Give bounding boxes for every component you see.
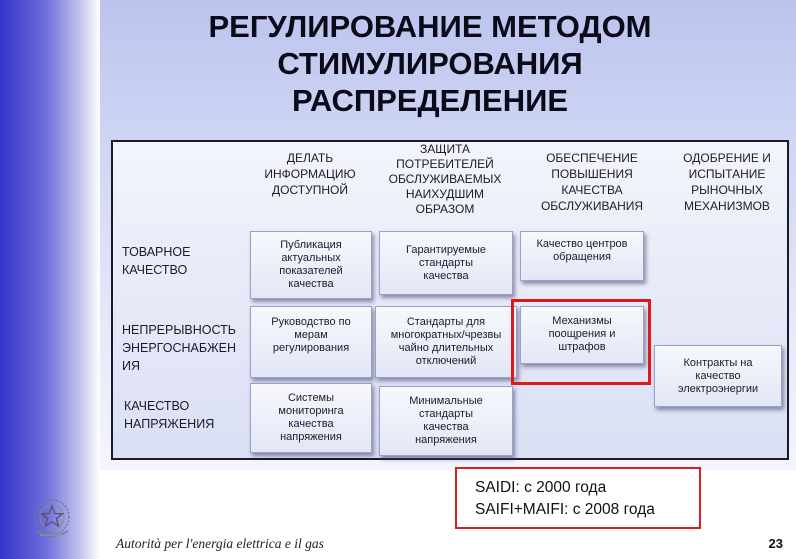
cell-quality-contracts: Контракты на качество электроэнергии (654, 345, 782, 407)
footer-organization: Autorità per l'energia elettrica e il gas (116, 536, 324, 551)
cell-publication: Публикация актуальных показателей качества (250, 231, 372, 299)
row-label-voltage-quality: КАЧЕСТВО НАПРЯЖЕНИЯ (124, 399, 215, 431)
italian-emblem-icon (28, 495, 76, 543)
column-header-quality-improvement: ОБЕСПЕЧЕНИЕ ПОВЫШЕНИЯ КАЧЕСТВА ОБСЛУЖИВАНИЯ (540, 151, 644, 213)
title-line: СТИМУЛИРОВАНИЯ (277, 46, 583, 81)
page-number: 23 (768, 536, 783, 551)
row-label-continuity: НЕПРЕРЫВНОСТЬ ЭНЕРГОСНАБЖЕН ИЯ (122, 323, 236, 373)
column-header-market-mechanisms: ОДОБРЕНИЕ И ИСПЫТАНИЕ РЫНОЧНЫХ МЕХАНИЗМОВ (683, 151, 771, 213)
slide-title (120, 8, 740, 119)
title-line: РАСПРЕДЕЛЕНИЕ (291, 83, 569, 118)
title-line: РЕГУЛИРОВАНИЕ МЕТОДОМ (208, 9, 652, 44)
cell-guaranteed-standards: Гарантируемые стандарты качества (379, 231, 513, 295)
saidi-saifi-note (455, 467, 701, 529)
cell-call-center-quality: Качество центров обращения (520, 231, 644, 281)
column-header-information: ДЕЛАТЬ ИНФОРМАЦИЮ ДОСТУПНОЙ (264, 151, 356, 197)
saidi-line: SAIDI: с 2000 года (475, 479, 607, 496)
left-gradient-band (0, 0, 100, 559)
cell-monitoring-systems: Системы мониторинга качества напряжения (250, 383, 372, 453)
column-header-protection: ЗАЩИТА ПОТРЕБИТЕЛЕЙ ОБСЛУЖИВАЕМЫХ НАИХУДШИМ ОБРАЗОМ (388, 142, 502, 216)
cell-regulation-guide: Руководство по мерам регулирования (250, 306, 372, 378)
cell-outage-standards: Стандарты для многократных/чрезвы чайно длительных отключений (375, 306, 517, 378)
saifi-maifi-line: SAIFI+MAIFI: с 2008 года (475, 501, 655, 518)
highlight-frame (511, 299, 651, 385)
row-label-commercial-quality: ТОВАРНОЕ КАЧЕСТВО (122, 245, 191, 277)
cell-incentive-mechanisms: Механизмы поощрения и штрафов (520, 306, 644, 364)
cell-minimum-voltage-standards: Минимальные стандарты качества напряжения (379, 386, 513, 456)
